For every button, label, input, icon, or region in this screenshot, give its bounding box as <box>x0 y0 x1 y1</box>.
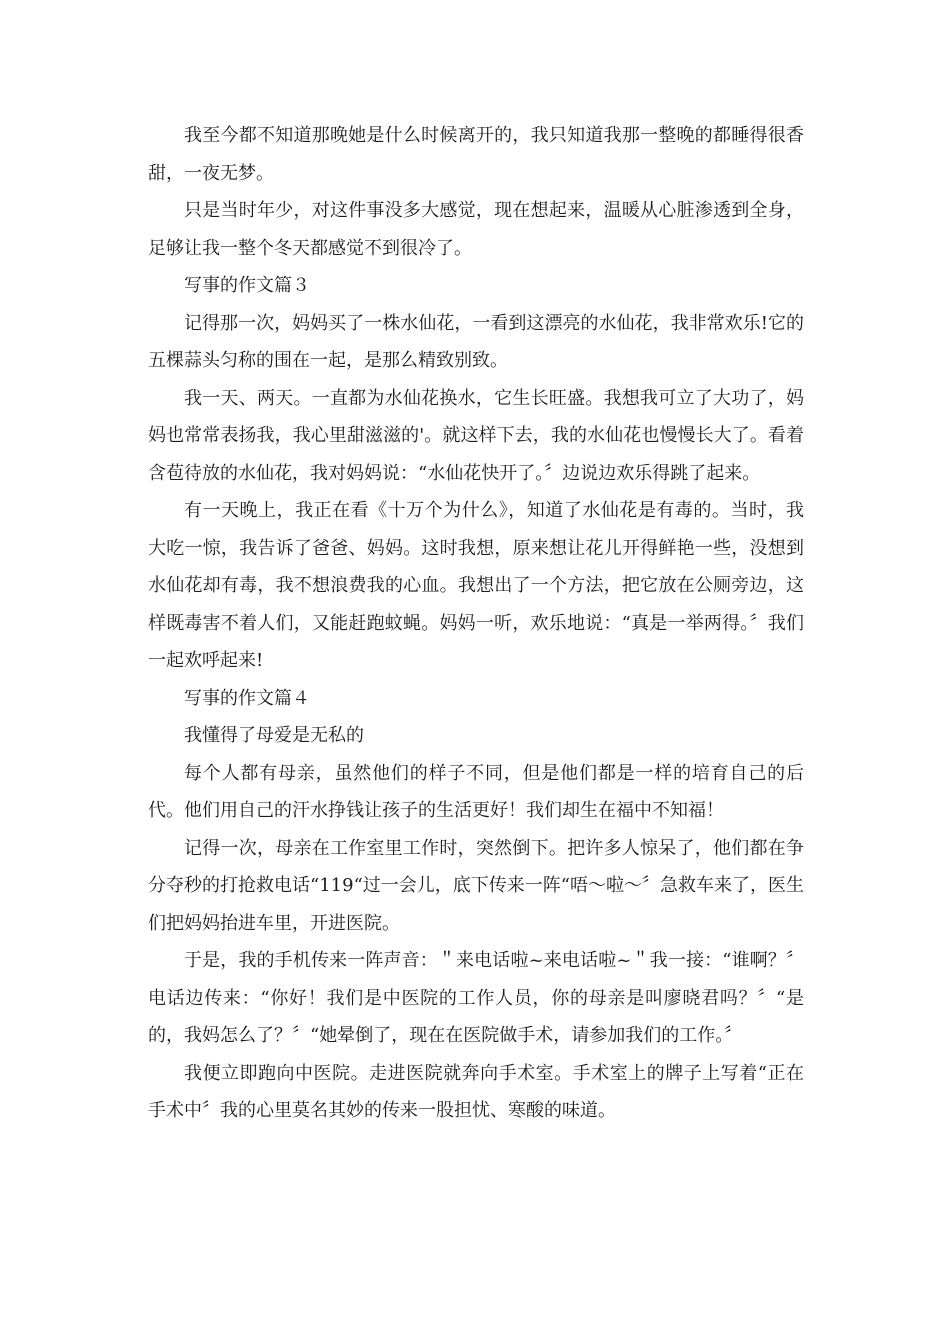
essay-title: 我懂得了母爱是无私的 <box>184 725 364 746</box>
paragraph: 我便立即跑向中医院。走进医院就奔向手术室。手术室上的牌子上写着“正在手术中〞我的心里莫名其妙的传来一股担忧、寒酸的味道。 <box>148 1062 804 1121</box>
section-heading: 写事的作文篇４ <box>184 687 310 709</box>
paragraph: 每个人都有母亲，虽然他们的样子不同，但是他们都是一样的培育自己的后代。他们用自己的汗水挣钱让孩子的生活更好！我们却生在福中不知福！ <box>148 762 804 821</box>
document-body <box>148 117 804 1130</box>
paragraph: 于是，我的手机传来一阵声音：＂来电话啦~来电话啦~＂我一接：“谁啊？〞电话边传来：“你好！我们是中医院的工作人员，你的母亲是叫廖晓君吗？〞“是的，我妈怎么了？〞“她晕倒了，现在在医院做手术，请参加我们的工作。〞 <box>148 950 804 1046</box>
paragraph: 有一天晚上，我正在看《十万个为什么》，知道了水仙花是有毒的。当时，我大吃一惊，我告诉了爸爸、妈妈。这时我想，原来想让花儿开得鲜艳一些，没想到水仙花却有毒，我不想浪费我的心血。我想出了一个方法，把它放在公厕旁边，这样既毒害不着人们，又能赶跑蚊蝇。妈妈一听，欢乐地说：“真是一举两得。〞我们一起欢呼起来! <box>148 500 804 671</box>
section-heading: 写事的作文篇３ <box>184 275 310 296</box>
paragraph: 只是当时年少，对这件事没多大感觉，现在想起来，温暖从心脏渗透到全身，足够让我一整个冬天都感觉不到很冷了。 <box>148 200 804 259</box>
paragraph: 记得一次，母亲在工作室里工作时，突然倒下。把许多人惊呆了，他们都在争分夺秒的打抢救电话“119“过一会儿，底下传来一阵“唔～啦～〞急救车来了，医生们把妈妈抬进车里，开进医院。 <box>148 837 804 934</box>
paragraph: 我一天、两天。一直都为水仙花换水，它生长旺盛。我想我可立了大功了，妈妈也常常表扬我，我心里甜滋滋的'。就这样下去，我的水仙花也慢慢长大了。看着含苞待放的水仙花，我对妈妈说：“水仙花快开了。〞边说边欢乐得跳了起来。 <box>148 387 804 484</box>
paragraph: 我至今都不知道那晚她是什么时候离开的，我只知道我那一整晚的都睡得很香甜，一夜无梦。 <box>148 125 804 184</box>
paragraph: 记得那一次，妈妈买了一株水仙花，一看到这漂亮的水仙花，我非常欢乐!它的五棵蒜头匀称的围在一起，是那么精致别致。 <box>148 312 804 371</box>
